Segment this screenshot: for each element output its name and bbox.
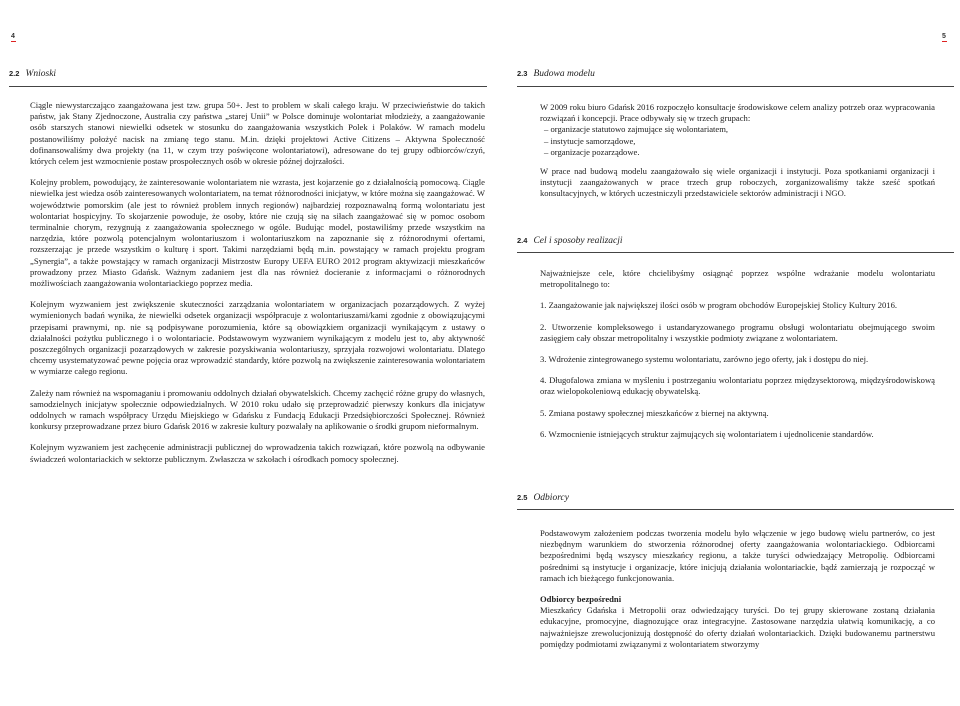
goal-item: 1. Zaangażowanie jak największej ilości osób w program obchodów Europejskiej Stolicy Kultury 2016. (540, 300, 898, 311)
subsection-number: 2.5 (517, 493, 528, 502)
goals-intro: Najważniejsze cele, które chcielibyśmy osiągnąć poprzez wspólne wdrażanie modelu wolontariatu metropolitalnego to: (540, 268, 935, 290)
section-title: Budowa modelu (533, 69, 595, 79)
section-heading-wnioski (9, 69, 56, 79)
page-number-right: 5 (942, 33, 946, 40)
direct-audience-heading: Odbiorcy bezpośredni (540, 594, 622, 605)
section-rule-right (517, 86, 954, 87)
audience-paragraph: Podstawowym założeniem podczas tworzenia modelu było włączenie w jego budowę wielu partnerów, co jest niezbędnym warunkiem do stworzenia różnorodnej oferty zaangażowania wolontariackiego. Odbiorcami bezpośrednimi będą wszyscy mieszkańcy regionu, a także turyści odwiedzający Metropolię. Odbiorcami pośrednimi są instytucje i organizacje, które inicjują działania wolontariackie, bądź zamierzają je rozpocząć w ramach ich bieżącego funkcjonowania. (540, 528, 935, 583)
closing-paragraph: W prace nad budową modelu zaangażowało się wiele organizacji i instytucji. Poza spotkaniami organizacji i instytucji zaangażowanych w prace trzech grup roboczych, zorganizowaliśmy także sześć spotkań konsultacyjnych, w których uczestniczyli przedstawiciele sektorów administracji i NGO. (540, 166, 935, 199)
list-item: – organizacje pozarządowe. (540, 147, 935, 158)
paragraph: Zależy nam również na wspomaganiu i promowaniu oddolnych działań obywatelskich. Chcemy zachęcić różne grupy do własnych, samodzielnych inicjatyw społecznie odpowiedzialnych. W 2010 roku udało się przeprowadzić pierwszy konkurs dla inicjatyw oddolnych w ramach współpracy Urzędu Miejskiego w Gdańsku z Fundacją Edukacji Przedsiębiorczości Społecznej. Również konkursy przeprowadzane przez biuro Gdańsk 2016 w zakresie kultury pozwalały na aplikowanie o środki grupom nieformalnym. (30, 387, 485, 432)
right-intro-text (540, 102, 935, 210)
paragraph: Kolejny problem, powodujący, że zainteresowanie wolontariatem nie wzrasta, jest kojarzenie go z działalnością pomocową. Ciągle niewielka jest wiedza osób zainteresowanych wolontariatem, na temat różnorodności inicjatyw, w które można się zaangażować. W województwie pomorskim (ale jest to również problem innych regionów) najbardziej rozpoznawalną formą wolontariatu jest wolontariat hospicyjny. To skojarzenie powoduje, że osoby, które nie czują się na siłach zaangażować się w pomoc osobom terminalnie chorym, rezygnują z zaangażowania społecznego w ogóle. Budując model, postawiliśmy przede wszystkim na narzędzia, które pozwolą potencjalnym wolontariuszom i wolontariuszkom na zapoznanie się z różnorodnymi ofertami, rozszerzając je przede wszystkim o kulturę i sport. Takimi narzędziami będą m.in. powstający w ramach projektu program „Synergia”, a także powstający w ramach organizacji Mistrzostw Europy UEFA EURO 2012 program aktywizacji mieszkańców prowadzony przez Miasto Gdańsk. Ważnym zadaniem jest dla nas również docieranie z informacjami o różnorodnych możliwościach zaangażowania wolontariackiego poprzez media. (30, 177, 485, 289)
list-item: – instytucje samorządowe, (540, 136, 935, 147)
list-item: – organizacje statutowo zajmujące się wolontariatem, (540, 124, 935, 135)
subsection-title: Odbiorcy (533, 493, 569, 503)
paragraph: Ciągle niewystarczająco zaangażowana jest tzw. grupa 50+. Jest to problem w skali całego kraju. W przeciwieństwie do takich państw, jak Stany Zjednoczone, Australia czy państwa „starej Unii” w Polsce dominuje wolontariat młodzieży, a zaangażowanie osób starszych stanowi niewielki odsetek w stosunku do zaangażowania wszystkich Polek i Polaków. W ramach modelu postanowiliśmy położyć nacisk na zmianę tego stanu. M.in. dzięki projektowi Active Citizens – Aktywna Społeczność dofinansowaliśmy dwa projekty (na 11, w czym trzy poświęcone wolontariatowi), adresowane do tej grupy odbiorców/czyń, których celem jest wzmocnienie postaw prospołecznych osób w okresie późnej dojrzałości. (30, 100, 485, 167)
section-title: Wnioski (25, 69, 57, 79)
left-column-text (30, 100, 485, 475)
goal-item: 3. Wdrożenie zintegrowanego systemu wolontariatu, zarówno jego oferty, jak i dostępu do niej. (540, 354, 869, 365)
subsection-heading-cel (517, 236, 623, 246)
groups-list (540, 124, 935, 158)
page-number-left: 4 (11, 33, 15, 40)
paragraph: Kolejnym wyzwaniem jest zwiększenie skuteczności zarządzania wolontariatem w organizacjach pozarządowych. Z wyżej wymienionych badań wynika, że niewielki odsetek organizacji współpracuje z wolontariuszami/kami zgodnie z obowiązującymi przepisami prawnymi, np. nie są podpisywane porozumienia, które są obowiązkiem organizacji wynikającym z ustawy o działalności pożytku publicznego i o wolontariacie. Podstawowym wyzwaniem wynikającym z modelu jest to, aby aktywność poszczególnych organizacji pozarządowych w zakresie pozyskiwania wolontariuszy, sprzyjała rozwojowi wolontariatu. Dlatego chcemy usystematyzować pewne pojęcia oraz wprowadzić standardy, które pozwolą na zwiększenie zainteresowania wolontariatem w wymiarze całego regionu. (30, 299, 485, 377)
goals-text (540, 268, 935, 450)
intro-paragraph: W 2009 roku biuro Gdańsk 2016 rozpoczęło konsultacje środowiskowe celem analizy potrzeb oraz wypracowania rozwiązań i koncepcji. Prace odbywały się w trzech grupach: (540, 102, 935, 124)
paragraph: Kolejnym wyzwaniem jest zachęcenie administracji publicznej do wprowadzenia takich rozwiązań, które pozwolą na odbywanie świadczeń wolontariackich w sektorze publicznym. Zwłaszcza w szkołach i ośrodkach pomocy społecznej. (30, 442, 485, 464)
section-rule-left (9, 86, 487, 87)
subsection-heading-odbiorcy (517, 493, 569, 503)
subsection-rule-cel (517, 252, 954, 253)
section-number: 2.3 (517, 69, 528, 78)
section-number: 2.2 (9, 69, 20, 78)
direct-audience-paragraph: Mieszkańcy Gdańska i Metropolii oraz odwiedzający turyści. Do tej grupy skierowane zostaną działania edukacyjne, promocyjne, diagnozujące oraz integracyjne. Zastosowane narzędzia ułatwią komunikację, a co najważniejsze zrewolucjonizują dostępność do oferty działań wolontariackich. Dzięki budowanemu partnerstwu pomiędzy podmiotami związanymi z wolontariatem stworzymy (540, 605, 935, 649)
goal-item: 5. Zmiana postawy społecznej mieszkańców z biernej na aktywną. (540, 407, 769, 418)
subsection-number: 2.4 (517, 236, 528, 245)
audience-text (540, 528, 935, 660)
subsection-title: Cel i sposoby realizacji (533, 236, 623, 246)
goal-item: 6. Wzmocnienie istniejących struktur zajmujących się wolontariatem i ujednolicenie standardów. (540, 428, 874, 439)
subsection-rule-odbiorcy (517, 509, 954, 510)
goal-item: 2. Utworzenie kompleksowego i ustandaryzowanego programu obsługi wolontariatu obejmującego swoim zasięgiem cały obszar metropolitalny i wszystkie podmioty związane z wolontariatem. (540, 321, 935, 343)
goal-item: 4. Długofalowa zmiana w myśleniu i postrzeganiu wolontariatu poprzez międzysektorową, międzyśrodowiskową oraz wielopokoleniową edukację obywatelską. (540, 375, 935, 397)
section-heading-budowa (517, 69, 595, 79)
